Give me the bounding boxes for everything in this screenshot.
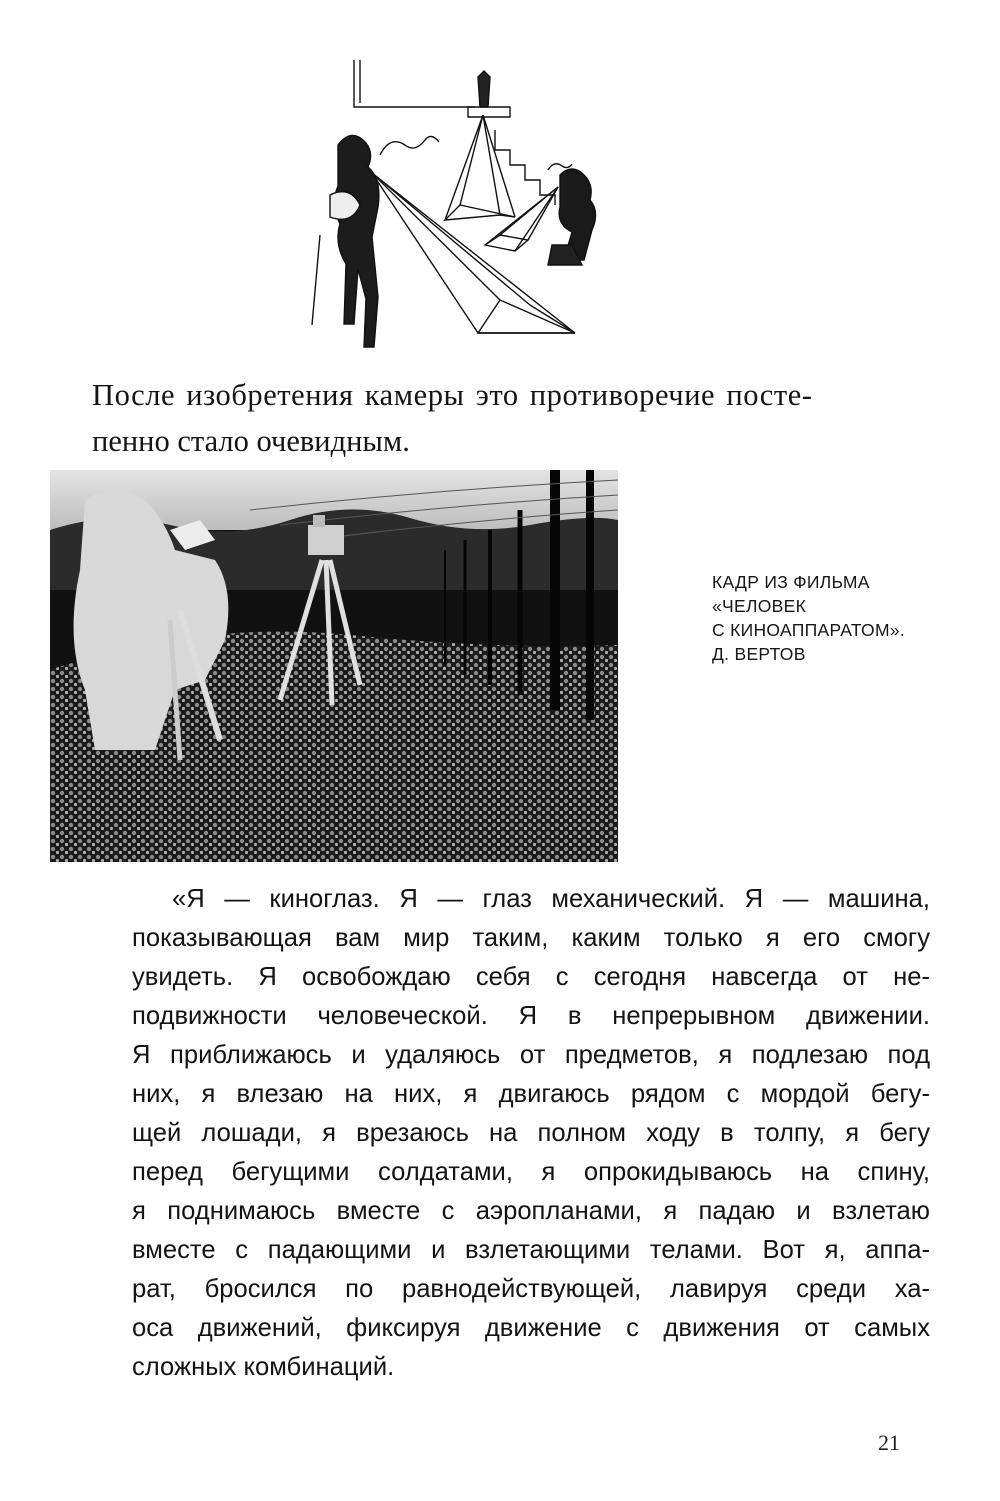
quote-line: них, я влезаю на них, я двигаюсь рядом с мордой бегу- — [132, 1080, 930, 1108]
quote-line: вместе с падающими и взлетающими телами. Вот я, аппа- — [132, 1236, 930, 1264]
quote-line: оса движений, фиксируя движение с движения от самых — [132, 1314, 930, 1342]
quote-line: я поднимаюсь вместе с аэропланами, я падаю и взлетаю — [132, 1197, 930, 1225]
photo-caption — [712, 570, 942, 666]
perspective-engraving — [300, 55, 620, 360]
quote-line: щей лошади, я врезаюсь на полном ходу в толпу, я бегу — [132, 1119, 930, 1147]
vertov-quote — [132, 880, 930, 1387]
quote-line: подвижности человеческой. Я в непрерывном движении. — [132, 1002, 930, 1030]
quote-line: Я приближаюсь и удаляюсь от предметов, я подлезаю под — [132, 1041, 930, 1069]
quote-line: рат, бросился по равнодействующей, лавируя среди ха- — [132, 1275, 930, 1303]
quote-line: показывающая вам мир таким, каким только я его смогу — [132, 924, 930, 952]
intro-line: После изобретения камеры это противоречие посте- — [92, 378, 813, 412]
intro-paragraph — [92, 372, 932, 464]
quote-line: перед бегущими солдатами, я опрокидываюсь на спину, — [132, 1158, 930, 1186]
quote-line: «Я — киноглаз. Я — глаз механический. Я — машина, — [172, 885, 930, 913]
film-still-photo — [50, 470, 618, 862]
intro-line: пенно стало очевидным. — [92, 424, 410, 458]
caption-line: КАДР ИЗ ФИЛЬМА — [712, 572, 870, 592]
caption-line: С КИНОАППАРАТОМ». — [712, 620, 906, 640]
caption-line: «ЧЕЛОВЕК — [712, 596, 807, 616]
quote-line: увидеть. Я освобождаю себя с сегодня навсегда от не- — [132, 963, 930, 991]
page-number: 21 — [878, 1430, 900, 1455]
quote-line: сложных комбинаций. — [132, 1353, 395, 1381]
caption-line: Д. ВЕРТОВ — [712, 644, 806, 664]
